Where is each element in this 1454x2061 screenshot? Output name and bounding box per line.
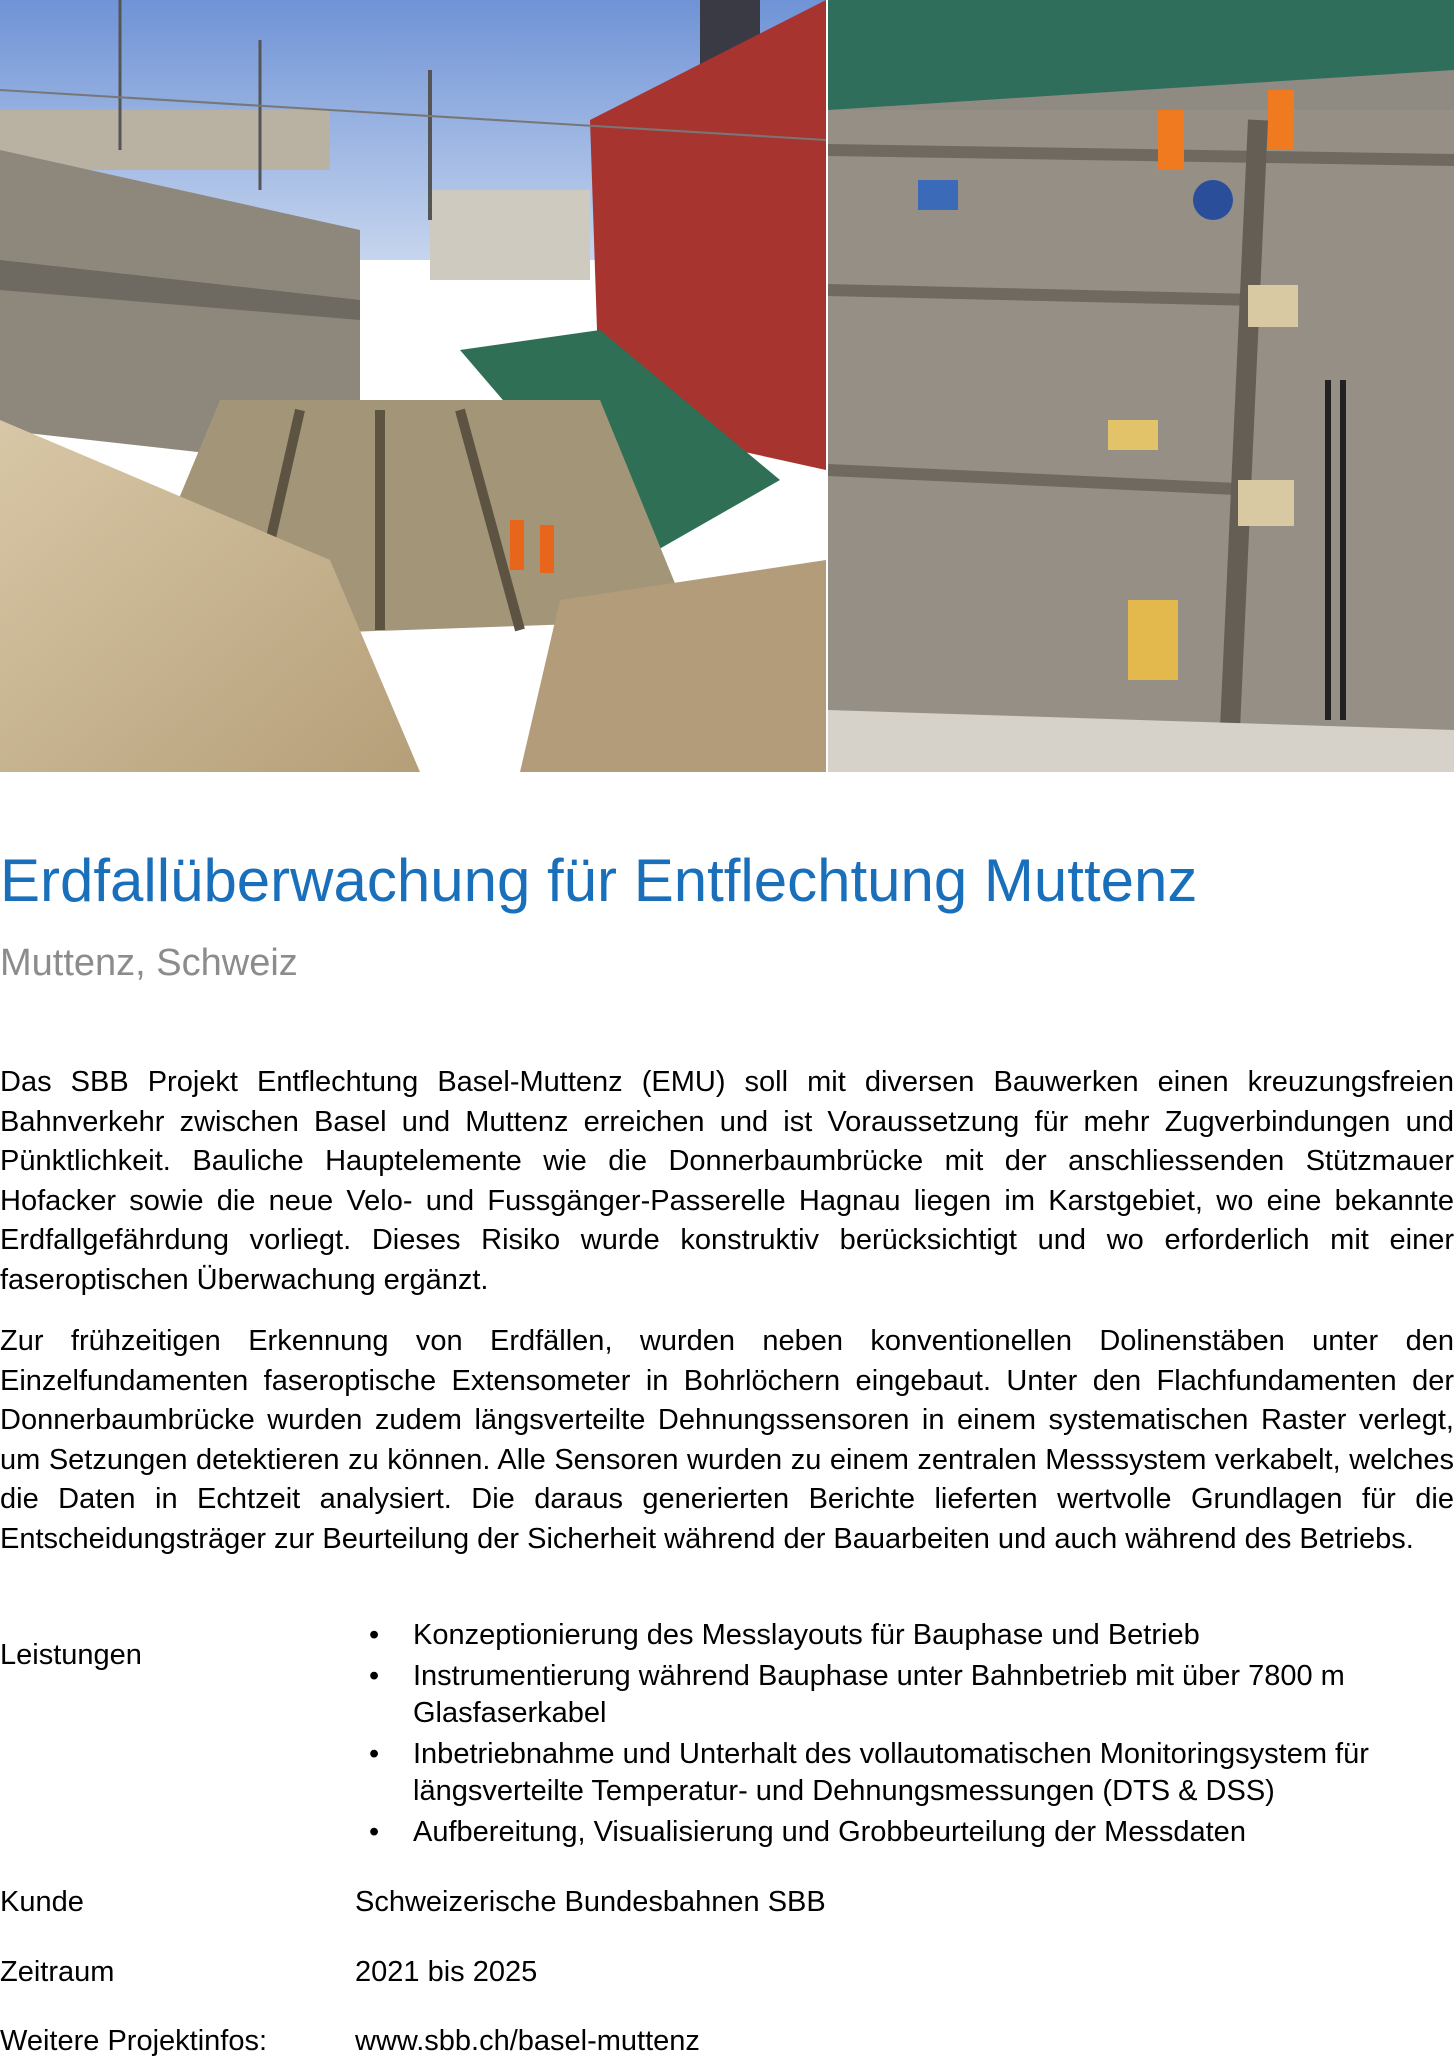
bullet: • (369, 1816, 380, 1848)
period-value: 2021 bis 2025 (355, 1956, 538, 1988)
service-text: Aufbereitung, Visualisierung und Grobbeurteilung der Messdaten (413, 1816, 1246, 1848)
more-info-link[interactable]: www.sbb.ch/basel-muttenz (355, 2025, 700, 2057)
photo-strip (0, 0, 1454, 772)
construction-pit-photo (0, 0, 826, 772)
bullet: • (369, 1660, 380, 1692)
page-title: Erdfallüberwachung für Entflechtung Muttenz (0, 847, 1198, 914)
sensor-installation-photo (828, 0, 1454, 772)
client-value: Schweizerische Bundesbahnen SBB (355, 1886, 826, 1918)
construction-pit-illustration (0, 0, 826, 772)
bullet: • (369, 1619, 380, 1651)
description-paragraph: Zur frühzeitigen Erkennung von Erdfällen, wurden neben konventionellen Dolinenstäben unter den Einzelfundamenten faseroptische Extensometer in Bohrlöchern eingebaut. Unter den Flachfundamenten der Donnerbaumbrücke wurden zudem längsverteilte Dehnungssensoren in einem systematischen Raster verlegt, um Setzungen detektieren zu können. Alle Sensoren wurden zu einem zentralen Messsystem verkabelt, welches die Daten in Echtzeit analysiert. Die daraus generierten Berichte lieferten wertvolle Grundlagen für die Entscheidungsträger zur Beurteilung der Sicherheit während der Bauarbeiten und auch während des Betriebs. (0, 1325, 1454, 1555)
list-item (355, 1736, 1454, 1810)
list-item (355, 1617, 1454, 1654)
location-subtitle: Muttenz, Schweiz (0, 942, 298, 984)
sensor-installation-illustration (828, 0, 1454, 772)
client-label: Kunde (0, 1886, 84, 1918)
bullet: • (369, 1738, 380, 1770)
more-info-label: Weitere Projektinfos: (0, 2025, 268, 2057)
period-label: Zeitraum (0, 1956, 115, 1988)
description-paragraph: Das SBB Projekt Entflechtung Basel-Muttenz (EMU) soll mit diversen Bauwerken einen kreuzungsfreien Bahnverkehr zwischen Basel und Muttenz erreichen und ist Voraussetzung für mehr Zugverbindungen und Pünktlichkeit. Bauliche Hauptelemente wie die Donnerbaumbrücke mit der anschliessenden Stützmauer Hofacker sowie die neue Velo- und Fussgänger-Passerelle Hagnau liegen im Karstgebiet, wo eine bekannte Erdfallgefährdung vorliegt. Dieses Risiko wurde konstruktiv berücksichtigt und wo erforderlich mit einer faseroptischen Überwachung ergänzt. (0, 1066, 1454, 1296)
service-text: Instrumentierung während Bauphase unter Bahnbetrieb mit über 7800 m Glasfaserkabel (413, 1660, 1345, 1729)
list-item (355, 1814, 1454, 1851)
services-label: Leistungen (0, 1639, 142, 1671)
list-item (355, 1658, 1454, 1732)
services-list (355, 1617, 1454, 1855)
service-text: Inbetriebnahme und Unterhalt des vollautomatischen Monitoringsystem für längsverteilte Temperatur- und Dehnungsmessungen (DTS & DSS) (413, 1738, 1369, 1807)
service-text: Konzeptionierung des Messlayouts für Bauphase und Betrieb (413, 1619, 1200, 1651)
